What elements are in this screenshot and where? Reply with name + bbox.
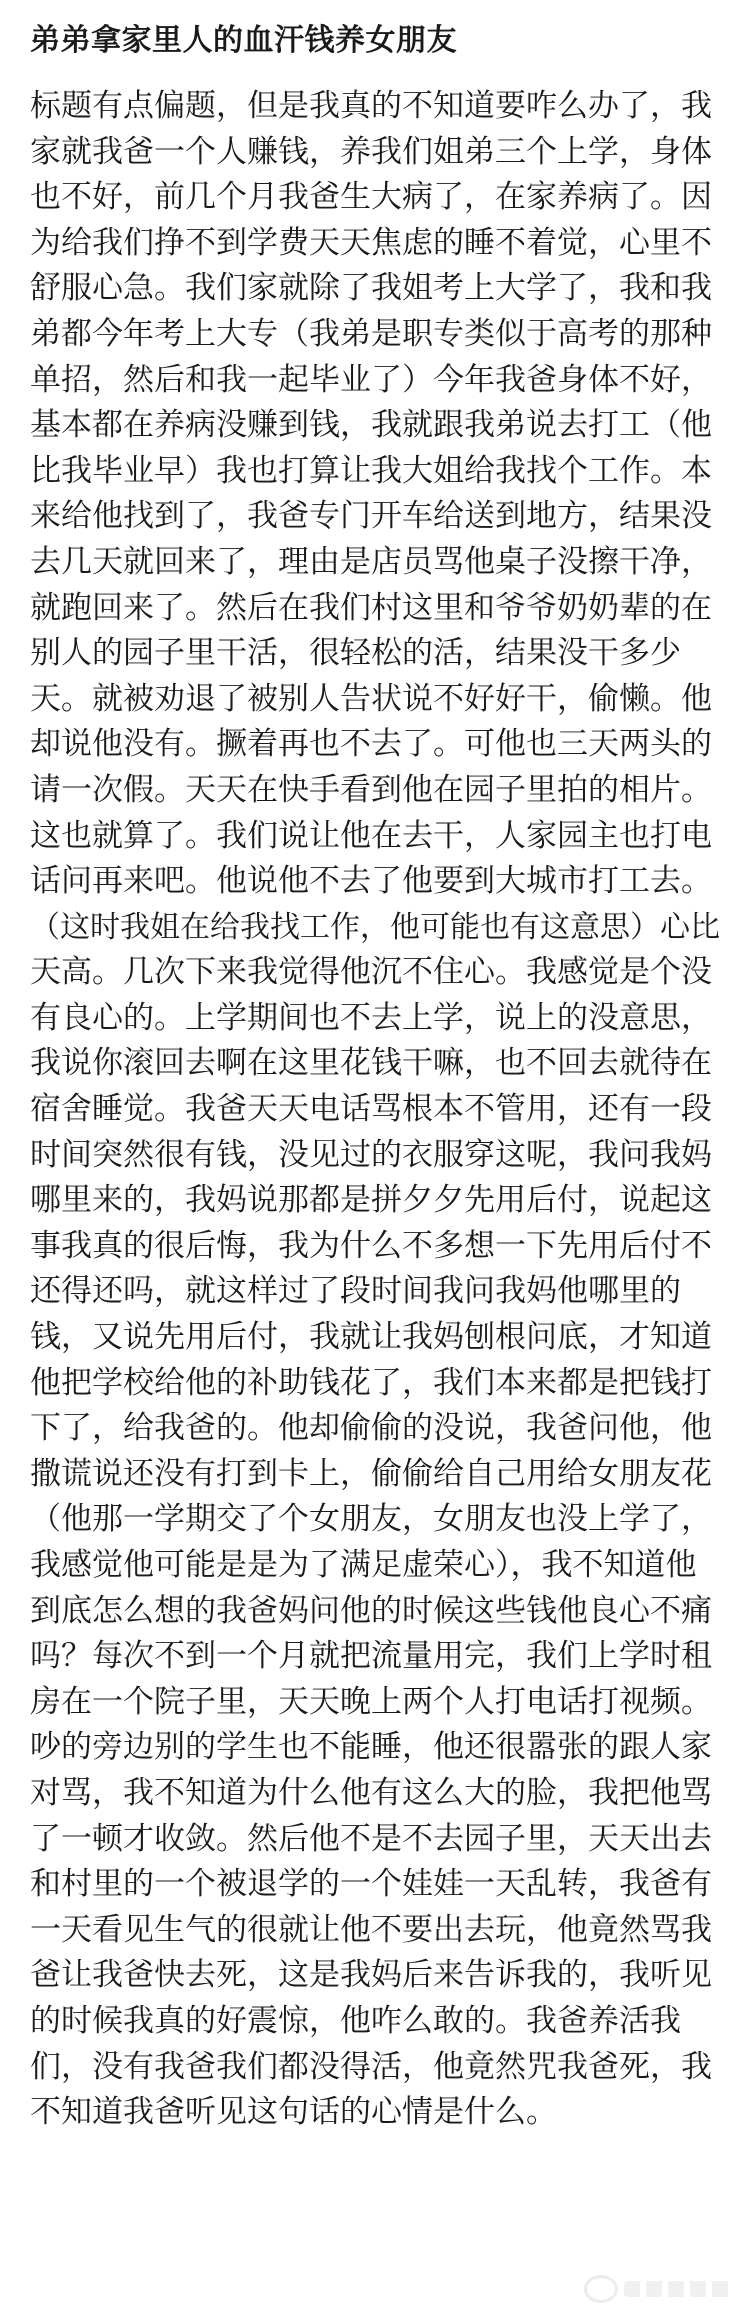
- post-title: 弟弟拿家里人的血汗钱养女朋友: [30, 23, 457, 58]
- body-line: 来给他找到了，我爸专门开车给送到地方，结果没: [30, 498, 712, 535]
- body-line: 他把学校给他的补助钱花了，我们本来都是把钱打: [30, 1364, 712, 1401]
- body-line: 房在一个院子里，天天晚上两个人打电话打视频。: [30, 1683, 712, 1720]
- body-line: 舒服心急。我们家就除了我姐考上大学了，我和我: [30, 270, 712, 307]
- body-line: 还得还吗，就这样过了段时间我问我妈他哪里的: [30, 1273, 681, 1310]
- body-line: 对骂，我不知道为什么他有这么大的脸，我把他骂: [30, 1774, 712, 1811]
- body-line: 爸让我爸快去死，这是我妈后来告诉我的，我听见: [30, 1957, 712, 1994]
- body-line: 有良心的。上学期间也不去上学，说上的没意思，: [30, 999, 712, 1036]
- body-line: 和村里的一个被退学的一个娃娃一天乱转，我爸有: [30, 1866, 712, 1903]
- body-line: 的时候我真的好震惊，他咋么敢的。我爸养活我: [30, 2002, 681, 2039]
- watermark-bar: [624, 2281, 734, 2297]
- body-line: （这时我姐在给我找工作，他可能也有这意思）心比: [30, 909, 720, 945]
- body-line: 宿舍睡觉。我爸天天电话骂根本不管用，还有一段: [30, 1091, 712, 1128]
- body-line: 事我真的很后悔，我为什么不多想一下先用后付不: [30, 1227, 712, 1264]
- body-line: （他那一学期交了个女朋友，女朋友也没上学了，: [30, 1501, 712, 1538]
- body-line: 基本都在养病没赚到钱，我就跟我弟说去打工（他: [30, 407, 712, 444]
- watermark-logo-icon: [584, 2275, 618, 2303]
- body-line: 弟都今年考上大专（我弟是职专类似于高考的那种: [30, 315, 712, 352]
- body-line: 请一次假。天天在快手看到他在园子里拍的相片。: [30, 771, 712, 808]
- body-line: 比我毕业早）我也打算让我大姐给我找个工作。本: [30, 452, 712, 489]
- body-line: 我感觉他可能是是为了满足虚荣心），我不知道他: [30, 1547, 697, 1583]
- body-line: 话问再来吧。他说他不去了他要到大城市打工去。: [30, 863, 712, 900]
- body-line: 为给我们挣不到学费天天焦虑的睡不着觉，心里不: [30, 224, 712, 261]
- body-line: 天。就被劝退了被别人告状说不好好干，偷懒。他: [30, 680, 712, 717]
- body-line: 也不好，前几个月我爸生大病了，在家养病了。因: [30, 179, 712, 216]
- body-line: 单招，然后和我一起毕业了）今年我爸身体不好，: [30, 361, 712, 398]
- body-line: 一天看见生气的很就让他不要出去玩，他竟然骂我: [30, 1911, 712, 1948]
- body-line: 别人的园子里干活，很轻松的活，结果没干多少: [30, 635, 681, 672]
- body-line: 吵的旁边别的学生也不能睡，他还很嚣张的跟人家: [30, 1729, 712, 1766]
- post-body: [30, 84, 722, 2136]
- body-line: 撒谎说还没有打到卡上，偷偷给自己用给女朋友花: [30, 1455, 712, 1492]
- body-line: 天高。几次下来我觉得他沉不住心。我感觉是个没: [30, 954, 712, 991]
- body-line: 们，没有我爸我们都没得活，他竟然咒我爸死，我: [30, 2048, 712, 2085]
- body-line: 了一顿才收敛。然后他不是不去园子里，天天出去: [30, 1820, 712, 1857]
- body-line: 不知道我爸听见这句话的心情是什么。: [30, 2094, 557, 2131]
- watermark: [584, 2269, 734, 2309]
- body-line: 时间突然很有钱，没见过的衣服穿这呢，我问我妈: [30, 1136, 712, 1173]
- body-line: 下了，给我爸的。他却偷偷的没说，我爸问他，他: [30, 1410, 712, 1447]
- body-line: 家就我爸一个人赚钱，养我们姐弟三个上学，身体: [30, 133, 712, 170]
- body-line: 到底怎么想的我爸妈问他的时候这些钱他良心不痛: [30, 1592, 712, 1629]
- body-line: 我说你滚回去啊在这里花钱干嘛，也不回去就待在: [30, 1045, 712, 1082]
- body-line: 去几天就回来了，理由是店员骂他桌子没擦干净，: [30, 543, 712, 580]
- body-line: 钱，又说先用后付，我就让我妈刨根问底，才知道: [30, 1319, 712, 1356]
- body-line: 却说他没有。撅着再也不去了。可他也三天两头的: [30, 726, 712, 763]
- body-line: 这也就算了。我们说让他在去干，人家园主也打电: [30, 817, 712, 854]
- body-line: 标题有点偏题，但是我真的不知道要咋么办了，我: [30, 88, 712, 124]
- body-line: 就跑回来了。然后在我们村这里和爷爷奶奶辈的在: [30, 589, 712, 626]
- body-line: 哪里来的，我妈说那都是拼夕夕先用后付，说起这: [30, 1182, 712, 1219]
- body-line: 吗？每次不到一个月就把流量用完，我们上学时租: [30, 1638, 712, 1675]
